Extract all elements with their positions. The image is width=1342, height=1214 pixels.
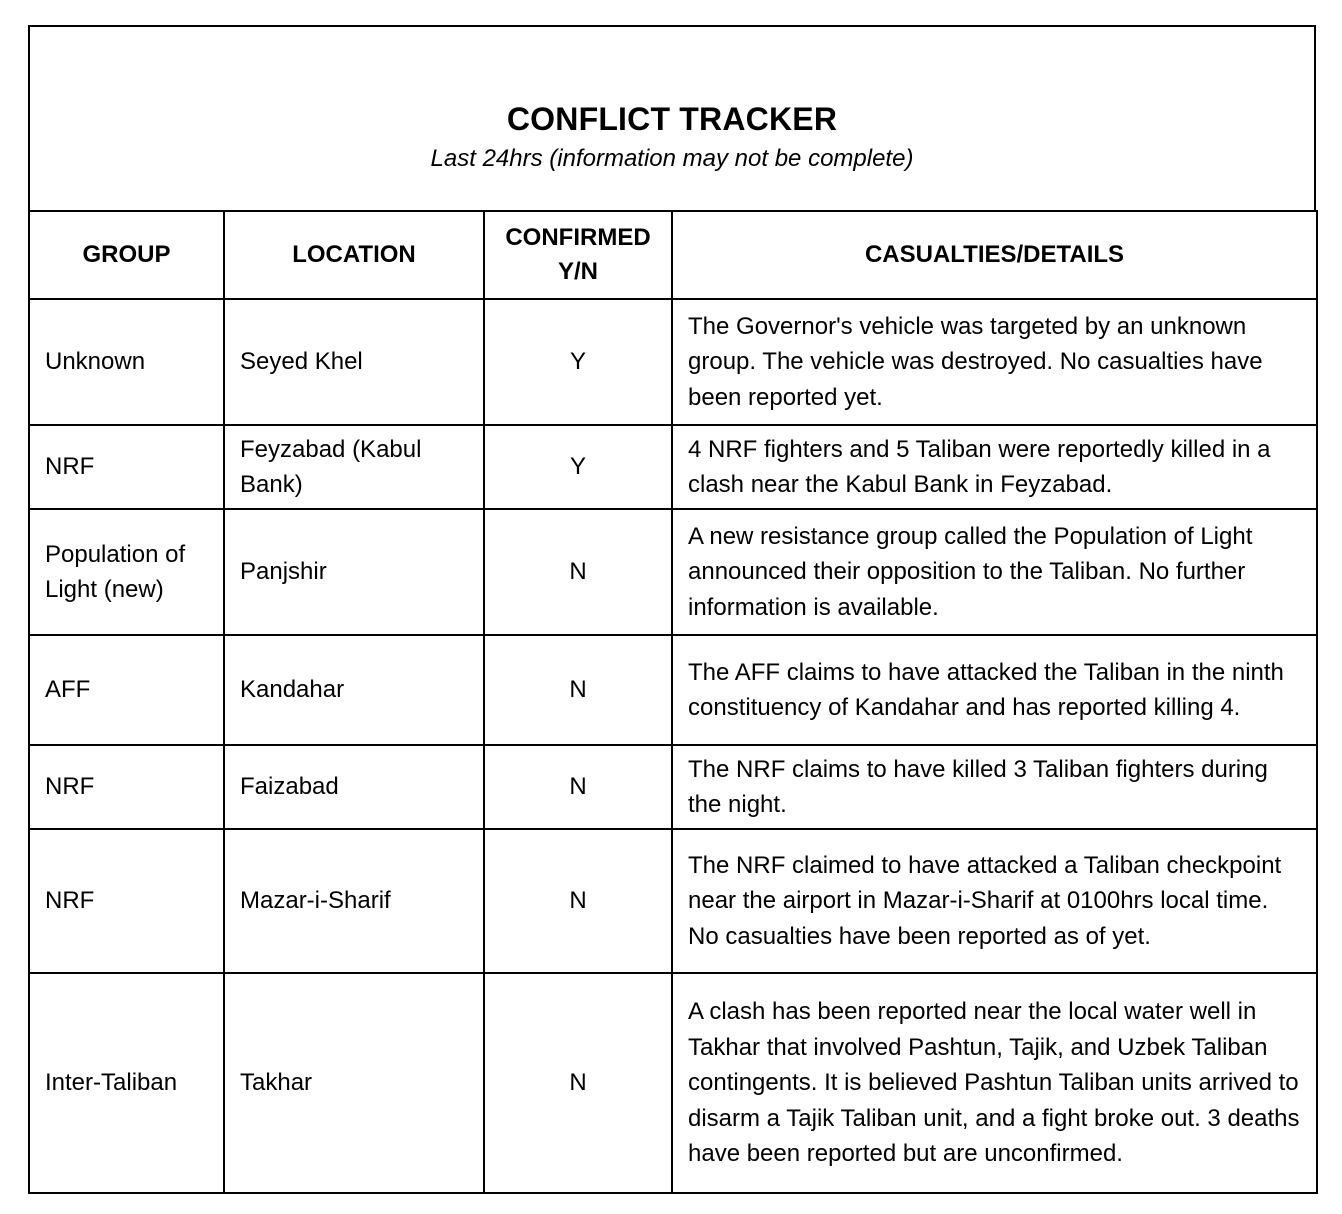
group-cell: NRF bbox=[29, 829, 224, 973]
column-header-location: LOCATION bbox=[224, 211, 484, 299]
details-cell: The Governor's vehicle was targeted by an unknown group. The vehicle was destroyed. No casualties have been reported yet. bbox=[672, 299, 1317, 425]
table-row bbox=[29, 745, 1317, 829]
details-cell: A new resistance group called the Population of Light announced their opposition to the Taliban. No further information is available. bbox=[672, 509, 1317, 635]
group-cell: Inter-Taliban bbox=[29, 973, 224, 1193]
details-cell: The NRF claimed to have attacked a Taliban checkpoint near the airport in Mazar-i-Sharif at 0100hrs local time. No casualties have been reported as of yet. bbox=[672, 829, 1317, 973]
confirmed-cell: Y bbox=[484, 299, 672, 425]
confirmed-cell: N bbox=[484, 635, 672, 745]
location-cell: Seyed Khel bbox=[224, 299, 484, 425]
details-cell: A clash has been reported near the local water well in Takhar that involved Pashtun, Tajik, and Uzbek Taliban contingents. It is believed Pashtun Taliban units arrived to disarm a Tajik Taliban unit, and a fight broke out. 3 deaths have been reported but are unconfirmed. bbox=[672, 973, 1317, 1193]
table-row bbox=[29, 425, 1317, 509]
group-cell: Population of Light (new) bbox=[29, 509, 224, 635]
group-cell: AFF bbox=[29, 635, 224, 745]
group-cell: Unknown bbox=[29, 299, 224, 425]
group-cell: NRF bbox=[29, 425, 224, 509]
table-row bbox=[29, 509, 1317, 635]
column-header-group: GROUP bbox=[29, 211, 224, 299]
table-header-row bbox=[29, 211, 1317, 299]
column-header-confirmed-line1: CONFIRMED bbox=[505, 224, 651, 251]
location-cell: Mazar-i-Sharif bbox=[224, 829, 484, 973]
column-header-details: CASUALTIES/DETAILS bbox=[672, 211, 1317, 299]
location-cell: Takhar bbox=[224, 973, 484, 1193]
table-row bbox=[29, 973, 1317, 1193]
page-subtitle: Last 24hrs (information may not be complete) bbox=[430, 145, 914, 172]
group-cell: NRF bbox=[29, 745, 224, 829]
tracker-header bbox=[28, 25, 1316, 212]
table-row bbox=[29, 829, 1317, 973]
table-row bbox=[29, 635, 1317, 745]
conflict-table bbox=[28, 210, 1318, 1194]
confirmed-cell: Y bbox=[484, 425, 672, 509]
table-row bbox=[29, 299, 1317, 425]
confirmed-cell: N bbox=[484, 829, 672, 973]
confirmed-cell: N bbox=[484, 745, 672, 829]
details-cell: The NRF claims to have killed 3 Taliban fighters during the night. bbox=[672, 745, 1317, 829]
location-cell: Faizabad bbox=[224, 745, 484, 829]
location-cell: Panjshir bbox=[224, 509, 484, 635]
column-header-confirmed-line2: Y/N bbox=[557, 258, 598, 285]
conflict-tracker-document bbox=[28, 25, 1316, 1191]
location-cell: Kandahar bbox=[224, 635, 484, 745]
location-cell: Feyzabad (Kabul Bank) bbox=[224, 425, 484, 509]
page-title: CONFLICT TRACKER bbox=[506, 101, 838, 137]
details-cell: The AFF claims to have attacked the Taliban in the ninth constituency of Kandahar and has reported killing 4. bbox=[672, 635, 1317, 745]
column-header-confirmed bbox=[484, 211, 672, 299]
confirmed-cell: N bbox=[484, 509, 672, 635]
details-cell: 4 NRF fighters and 5 Taliban were reportedly killed in a clash near the Kabul Bank in Feyzabad. bbox=[672, 425, 1317, 509]
confirmed-cell: N bbox=[484, 973, 672, 1193]
